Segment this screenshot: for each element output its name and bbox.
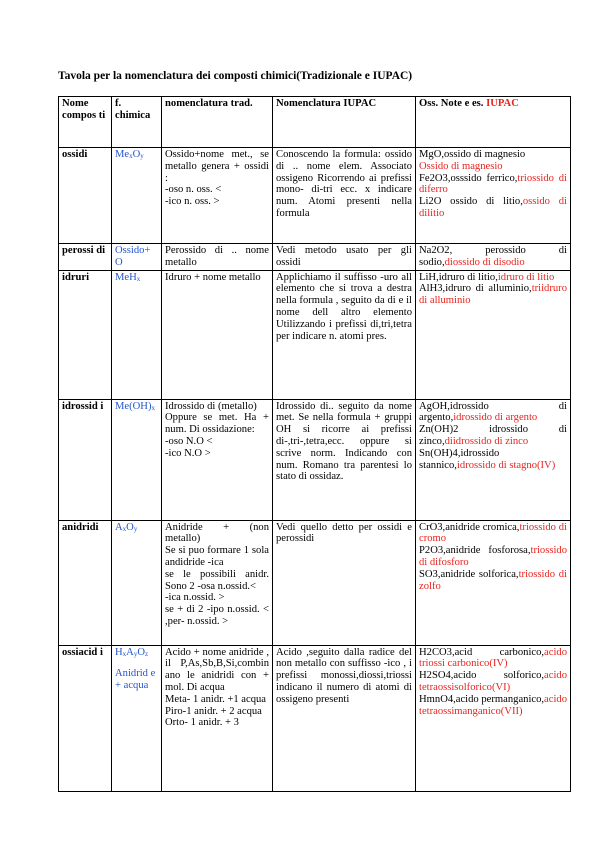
row-iupac: Vedi quello detto per ossidi e perossidi [273, 520, 416, 645]
row-trad: Anidride + (non metallo) Se si puo formare 1 sola andidride -ica se le possibili anidr. Sono 2 -osa n.ossid.< -ica n.ossid. > se + di 2 -ipo n.ossid. < ,per- n.ossid. > [162, 520, 273, 645]
row-trad: Ossido+nome met., se metallo genera + ossidi : -oso n. oss. < -ico n. oss. > [162, 148, 273, 244]
row-formula: Ossido+ O [112, 244, 162, 271]
table-row [59, 270, 571, 399]
row-trad: Idrossido di (metallo) Oppure se met. Ha + num. Di ossidazione: -oso N.O < -ico N.O > [162, 399, 273, 520]
nomenclature-table [58, 96, 571, 792]
row-formula: $Me_xO_y$ [112, 148, 162, 244]
row-iupac: Applichiamo il suffisso -uro all elemento che si trova a destra nella formula , seguito da di e il nome dell altro elemento Utilizzando i prefissi di,tri,tetra per indicare n. atomi pres. [273, 270, 416, 399]
header-trad: nomenclatura trad. [162, 97, 273, 148]
row-name: perossi di [59, 244, 112, 271]
row-name: idruri [59, 270, 112, 399]
row-name: anidridi [59, 520, 112, 645]
table-row [59, 244, 571, 271]
table-row [59, 520, 571, 645]
page-title: Tavola per la nomenclatura dei composti chimici(Tradizionale e IUPAC) [58, 70, 413, 82]
row-formula: $Me(OH)_x$ [112, 399, 162, 520]
header-iupac: Nomenclatura IUPAC [273, 97, 416, 148]
row-iupac: Conoscendo la formula: ossido di .. nome elem. Associato ossigeno Ricorrendo ai prefissi mono- di-tri ecc. x indicare num. Atomi presenti nella formula [273, 148, 416, 244]
row-examples: CrO3,anidride cromica,triossido di cromo P2O3,anidride fosforosa,triossido di difosforo SO3,anidride solforica,triossido di zolfo [416, 520, 571, 645]
row-formula: MeH$_x$ [112, 270, 162, 399]
row-examples: H2CO3,acid carbonico,acido triossi carbonico(IV) H2SO4,acido solforico,acido tetraossisolforico(VI) HmnO4,acido permanganico,acido tetraossimanganico(VII) [416, 645, 571, 791]
table-row [59, 399, 571, 520]
row-examples: Na2O2, perossido di sodio,diossido di disodio [416, 244, 571, 271]
row-iupac: Idrossido di.. seguito da nome met. Se nella formula + gruppi OH si ricorre ai prefissi di-,tri-,tetra,ecc. oppure si scrive norm. Indicando con num. Romano tra parentesi lo stato di ossidaz. [273, 399, 416, 520]
row-examples: MgO,ossido di magnesio Ossido di magnesio Fe2O3,osssido ferrico,triossido di diferro Li2O ossido di litio,ossido di dilitio [416, 148, 571, 244]
header-note: Oss. Note e es. IUPAC [416, 97, 571, 148]
header-formula: f. chimica [112, 97, 162, 148]
row-formula: $H_xA_yO_z$ Anidrid e + acqua [112, 645, 162, 791]
row-examples: AgOH,idrossido di argento,idrossido di argento Zn(OH)2 idrossido di zinco,diidrossido di zinco Sn(OH)4,idrossido stannico,idrossido di stagno(IV) [416, 399, 571, 520]
header-nome: Nome compos ti [59, 97, 112, 148]
row-trad: Acido + nome anidride , il P,As,Sb,B,Si,combin ano le anidridi con + mol. Di acqua Meta- 1 anidr. +1 acqua Piro-1 anidr. + 2 acqua Orto- 1 anidr. + 3 [162, 645, 273, 791]
row-name: idrossid i [59, 399, 112, 520]
row-trad: Idruro + nome metallo [162, 270, 273, 399]
row-formula: $A_xO_y$ [112, 520, 162, 645]
table-row [59, 148, 571, 244]
row-iupac: Vedi metodo usato per gli ossidi [273, 244, 416, 271]
table-row [59, 645, 571, 791]
row-iupac: Acido ,seguito dalla radice del non metallo con suffisso -ico , i prefissi monossi,diossi,triossi indicano il numero di atomi di ossigeno presenti [273, 645, 416, 791]
row-examples: LiH,idruro di litio,idruro di litio AlH3,idruro di alluminio,triidruro di alluminio [416, 270, 571, 399]
table-header-row [59, 97, 571, 148]
row-name: ossiacid i [59, 645, 112, 791]
row-trad: Perossido di .. nome metallo [162, 244, 273, 271]
row-name: ossidi [59, 148, 112, 244]
